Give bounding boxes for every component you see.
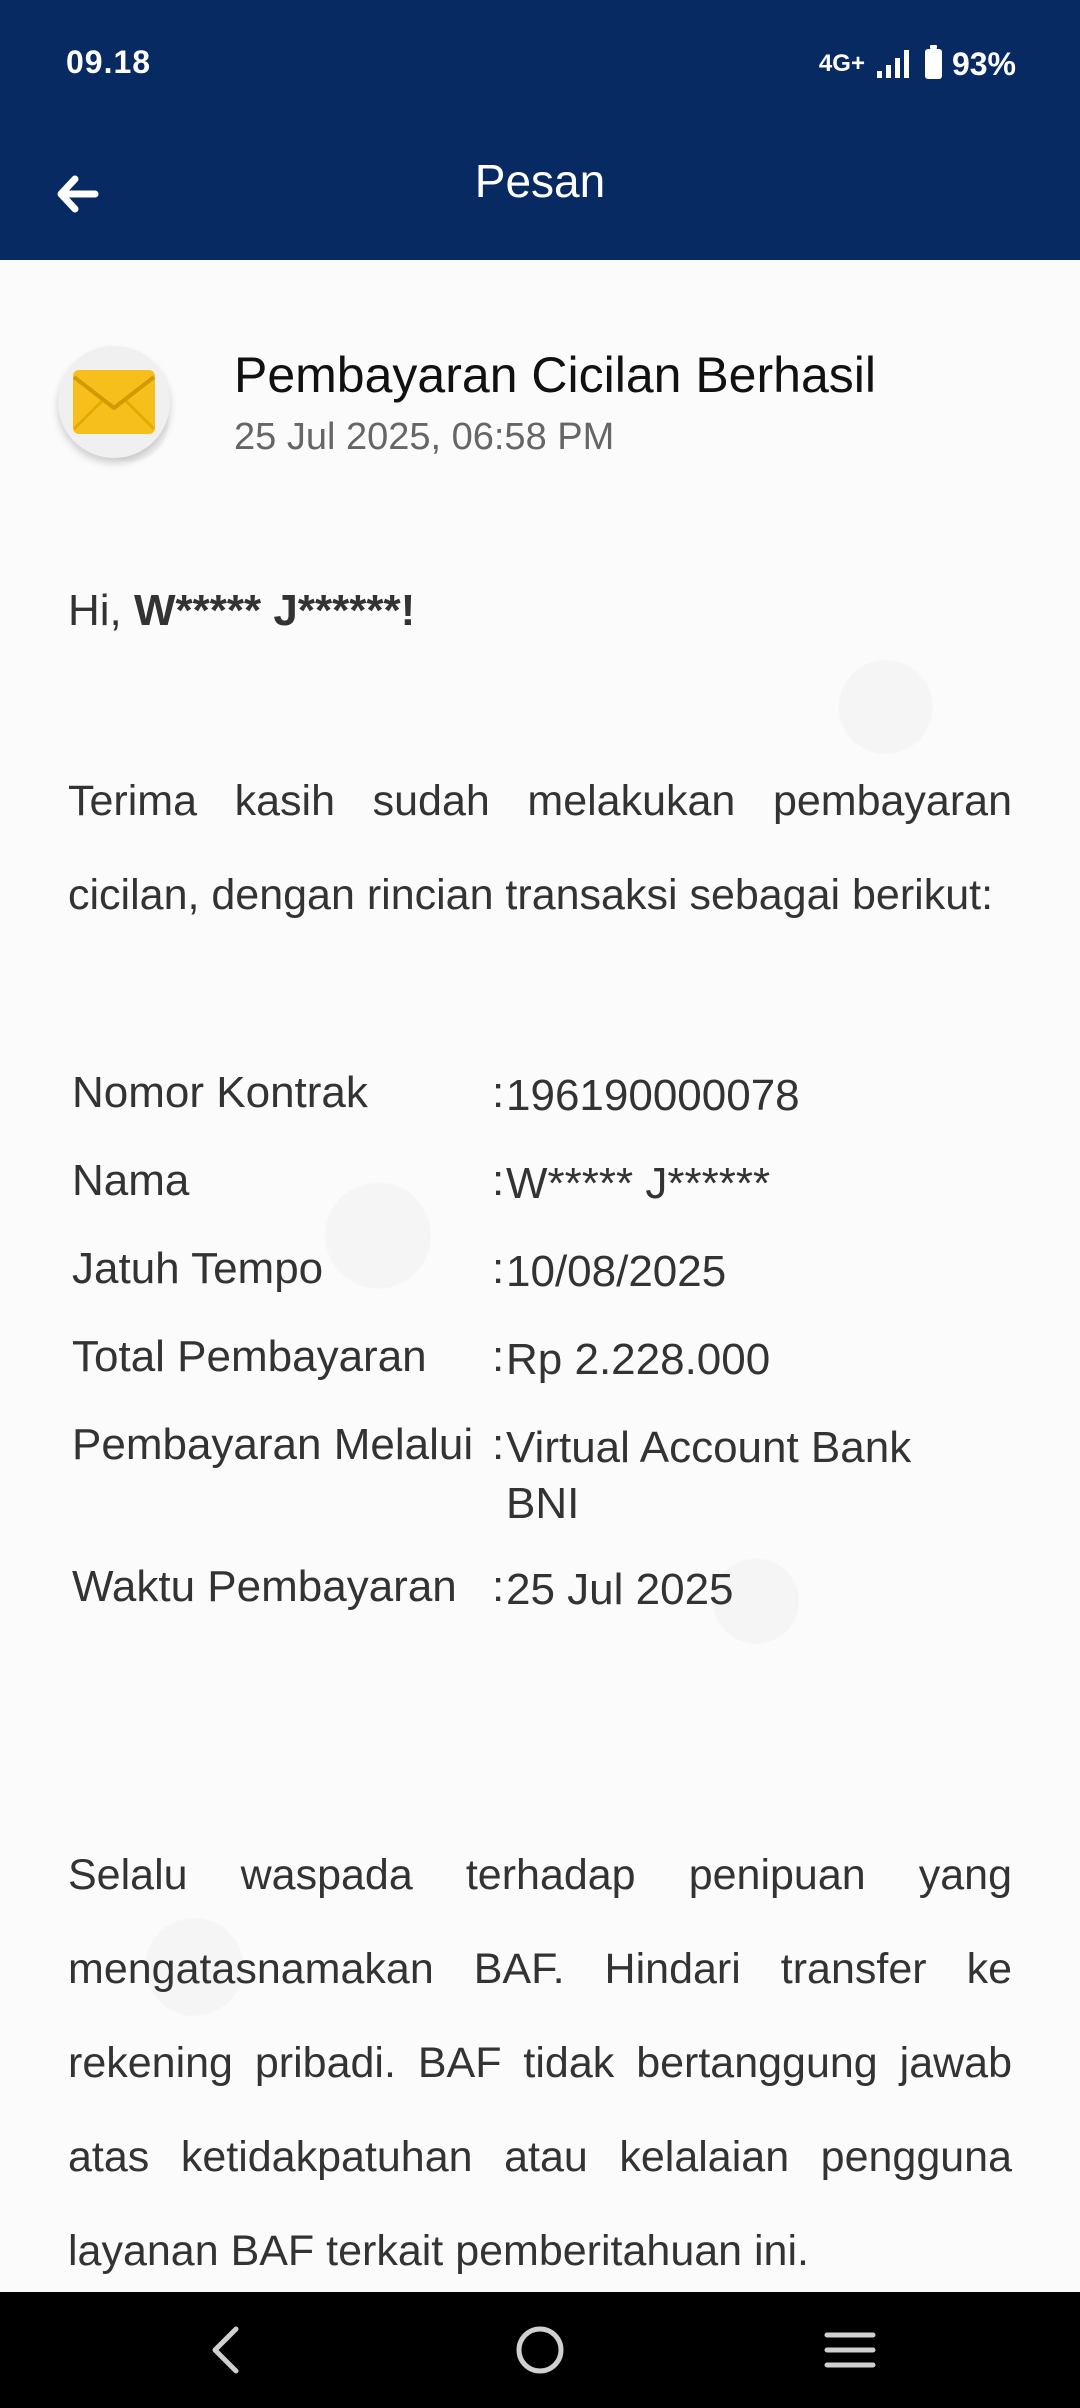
chevron-left-icon bbox=[205, 2324, 247, 2376]
message-datetime: 25 Jul 2025, 06:58 PM bbox=[234, 416, 615, 458]
detail-label: Jatuh Tempo bbox=[72, 1244, 324, 1293]
system-navigation-bar bbox=[0, 2292, 1080, 2408]
network-type: 4G+ bbox=[818, 50, 865, 77]
detail-value: 196190000078 bbox=[506, 1071, 800, 1120]
detail-value: Rp 2.228.000 bbox=[506, 1335, 771, 1384]
menu-icon bbox=[822, 2327, 878, 2373]
customer-name: W***** J******! bbox=[134, 586, 416, 635]
detail-value: W***** J****** bbox=[506, 1159, 771, 1208]
message-title: Pembayaran Cicilan Berhasil bbox=[234, 347, 876, 403]
status-indicators bbox=[819, 44, 1016, 84]
message-intro: Terima kasih sudah melakukan pembayaran cicilan, dengan rincian transaksi sebagai berikut: bbox=[68, 777, 1012, 919]
fraud-warning: Selalu waspada terhadap penipuan yang mengatasnamakan BAF. Hindari transfer ke rekening pribadi. BAF tidak bertanggung jawab atas ketidakpatuhan atau kelalaian pengguna layanan BAF terkait pemberitahuan ini. bbox=[68, 1851, 1012, 2275]
signal-icon bbox=[877, 50, 909, 78]
envelope-icon bbox=[71, 368, 157, 436]
system-home-button[interactable] bbox=[490, 2310, 590, 2390]
detail-label: Nomor Kontrak bbox=[72, 1068, 368, 1117]
greeting bbox=[68, 586, 415, 636]
detail-separator: : bbox=[492, 1068, 505, 1117]
detail-value: 25 Jul 2025 bbox=[506, 1565, 734, 1614]
system-back-button[interactable] bbox=[176, 2310, 276, 2390]
app-bar bbox=[0, 128, 1080, 260]
circle-home-icon bbox=[512, 2322, 568, 2378]
system-menu-button[interactable] bbox=[800, 2310, 900, 2390]
detail-separator: : bbox=[492, 1244, 505, 1293]
detail-separator: : bbox=[492, 1332, 505, 1381]
greeting-prefix: Hi, bbox=[68, 586, 134, 635]
detail-label: Waktu Pembayaran bbox=[72, 1562, 457, 1611]
battery-percentage: 93% bbox=[951, 45, 1016, 82]
detail-separator: : bbox=[492, 1420, 505, 1469]
detail-separator: : bbox=[492, 1562, 505, 1611]
detail-value: Virtual Account Bank BNI bbox=[506, 1423, 912, 1528]
detail-label: Pembayaran Melalui bbox=[72, 1420, 474, 1469]
battery-icon bbox=[925, 49, 942, 79]
detail-label: Total Pembayaran bbox=[72, 1332, 427, 1381]
status-bar bbox=[0, 0, 1080, 128]
status-time: 09.18 bbox=[66, 44, 152, 80]
message-content[interactable] bbox=[0, 260, 1080, 2292]
page-title: Pesan bbox=[474, 155, 606, 207]
detail-value: 10/08/2025 bbox=[506, 1247, 727, 1296]
detail-label: Nama bbox=[72, 1156, 190, 1205]
detail-separator: : bbox=[492, 1156, 505, 1205]
message-avatar bbox=[58, 346, 170, 458]
